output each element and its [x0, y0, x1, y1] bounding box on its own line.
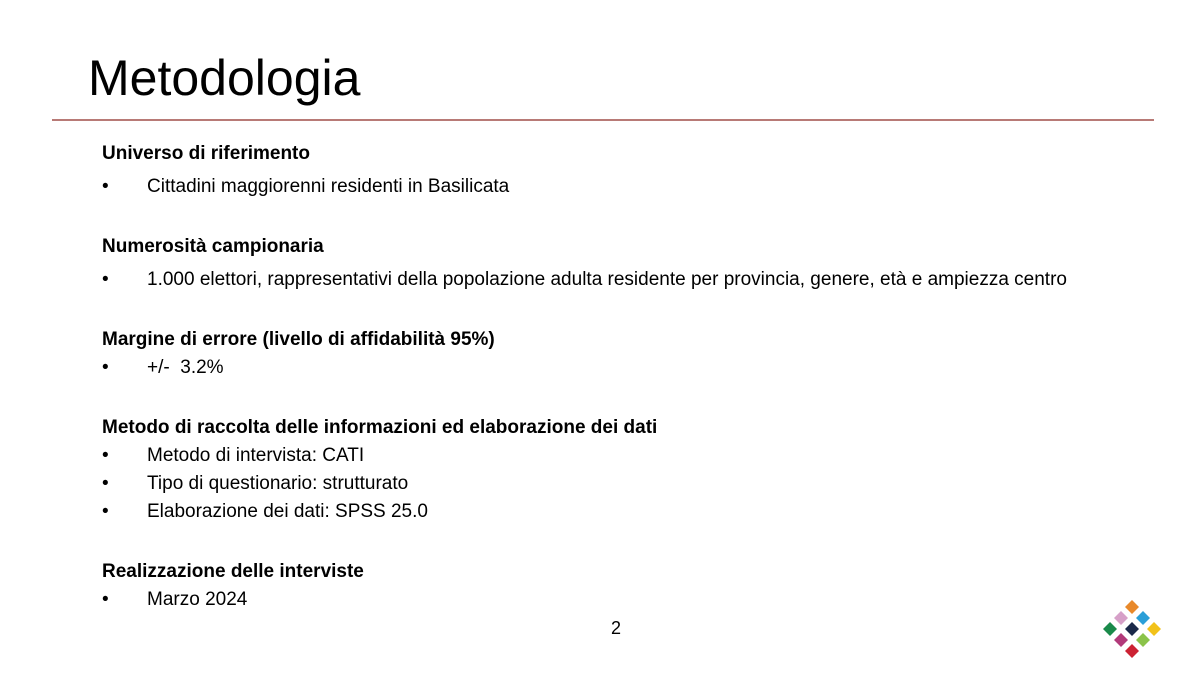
logo-tile	[1114, 611, 1128, 625]
bullet-icon: •	[102, 473, 109, 494]
section-margine-errore	[102, 326, 1102, 382]
diamond-mosaic-logo-icon	[1098, 598, 1164, 660]
bullet-list	[102, 442, 1102, 526]
bullet-icon: •	[102, 357, 109, 378]
section-realizzazione	[102, 558, 1102, 614]
bullet-list	[102, 173, 1102, 201]
section-numerosita	[102, 233, 1102, 294]
section-heading: Realizzazione delle interviste	[102, 561, 364, 582]
logo-tile	[1114, 633, 1128, 647]
section-heading: Margine di errore (livello di affidabilità 95%)	[102, 329, 495, 350]
bullet-item	[102, 498, 1102, 526]
slide-title: Metodologia	[88, 50, 361, 106]
section-heading: Numerosità campionaria	[102, 236, 324, 257]
bullet-item	[102, 470, 1102, 498]
bullet-item	[102, 266, 1102, 294]
section-heading: Universo di riferimento	[102, 143, 310, 164]
bullet-icon: •	[102, 501, 109, 522]
bullet-item	[102, 354, 1102, 382]
logo-tile	[1103, 622, 1117, 636]
logo-tile	[1136, 633, 1150, 647]
bullet-text: Tipo di questionario: strutturato	[147, 473, 409, 494]
logo-tile	[1125, 622, 1139, 636]
bullet-icon: •	[102, 589, 109, 610]
slide-content	[102, 140, 1102, 614]
bullet-text: Marzo 2024	[147, 589, 248, 610]
logo-tile	[1125, 600, 1139, 614]
logo-tile	[1147, 622, 1161, 636]
bullet-icon: •	[102, 176, 109, 197]
bullet-text: Elaborazione dei dati: SPSS 25.0	[147, 501, 428, 522]
bullet-list	[102, 354, 1102, 382]
logo-tile	[1136, 611, 1150, 625]
section-universo	[102, 140, 1102, 201]
bullet-icon: •	[102, 445, 109, 466]
section-metodo-raccolta	[102, 414, 1102, 526]
bullet-text: Cittadini maggiorenni residenti in Basilicata	[147, 176, 510, 197]
bullet-item	[102, 442, 1102, 470]
bullet-list	[102, 266, 1102, 294]
bullet-text: +/- 3.2%	[147, 357, 224, 378]
section-heading: Metodo di raccolta delle informazioni ed elaborazione dei dati	[102, 417, 658, 438]
page-number: 2	[611, 618, 622, 638]
title-divider	[52, 119, 1154, 121]
bullet-text: Metodo di intervista: CATI	[147, 445, 365, 466]
bullet-icon: •	[102, 269, 109, 290]
bullet-text: 1.000 elettori, rappresentativi della popolazione adulta residente per provincia, genere, età e ampiezza centro	[147, 269, 1067, 290]
logo-tile	[1125, 644, 1139, 658]
bullet-list	[102, 586, 1102, 614]
bullet-item	[102, 586, 1102, 614]
bullet-item	[102, 173, 1102, 201]
